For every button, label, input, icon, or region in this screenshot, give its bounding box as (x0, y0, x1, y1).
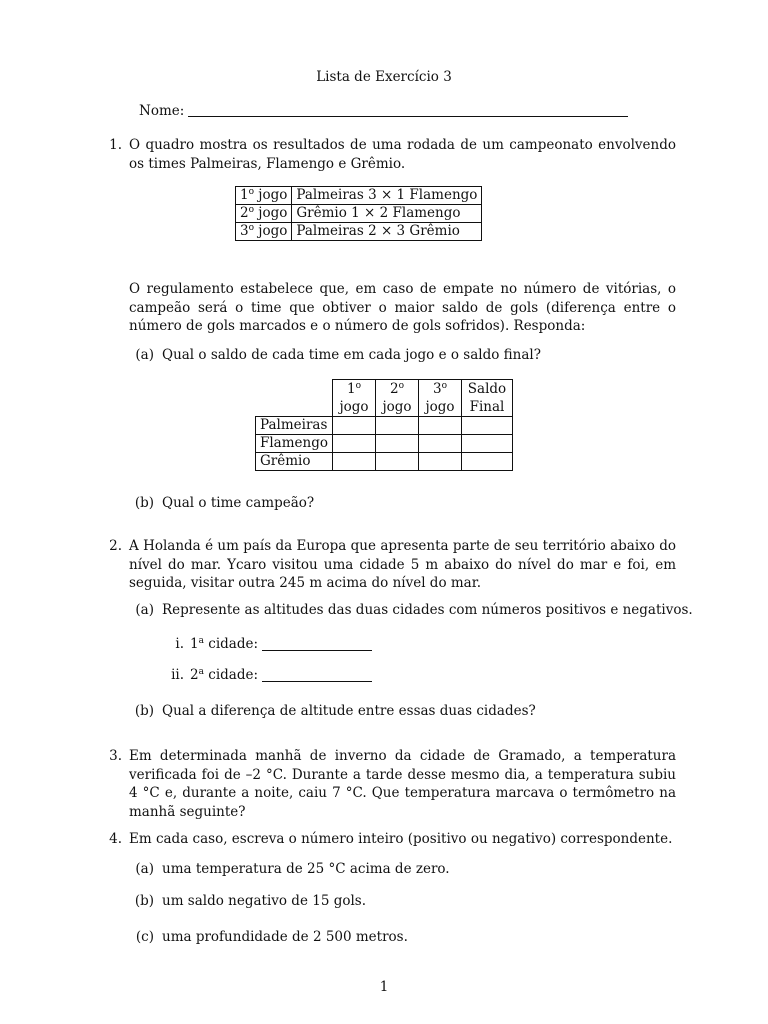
subquestion-text: uma profundidade de 2 500 metros. (162, 929, 408, 945)
column-header: 2$^o$ jogo (376, 380, 419, 417)
answer-cell[interactable] (376, 453, 419, 471)
balance-table (255, 379, 513, 471)
subquestion-text: Represente as altitudes das duas cidades com números positivos e negativos. (162, 602, 693, 618)
name-blank-line (188, 116, 628, 117)
name-label: Nome: (139, 103, 185, 119)
subquestion-text: Qual a diferença de altitude entre essas duas cidades? (162, 703, 536, 719)
game-result: Palmeiras 2 × 3 Grêmio (292, 223, 482, 241)
table-row (256, 435, 513, 453)
item-text: 1$^a$ cidade: (190, 636, 259, 652)
subquestion-label: (a) (135, 347, 154, 363)
subquestion-label: (a) (135, 861, 154, 877)
game-label: 3$^o$ jogo (236, 223, 292, 241)
question-text: A Holanda é um país da Europa que apresenta parte de seu território abaixo do nível do mar. Ycaro visitou uma cidade 5 m abaixo do nível do mar e foi, em seguida, visitar outra 245 m acima do nível do mar. (129, 538, 676, 591)
subquestion-label: (c) (135, 929, 154, 945)
question-text: O quadro mostra os resultados de uma rodada de um campeonato envolvendo os times Palmeiras, Flamengo e Grêmio. (129, 137, 676, 172)
game-label: 1$^o$ jogo (236, 187, 292, 205)
question-number: 1. (109, 137, 122, 153)
table-header-row (256, 380, 513, 417)
table-row (236, 205, 482, 223)
subquestion-text: Qual o time campeão? (162, 495, 315, 511)
game-label: 2$^o$ jogo (236, 205, 292, 223)
answer-cell[interactable] (333, 453, 376, 471)
answer-blank[interactable] (262, 680, 372, 682)
subquestion-text: Qual o saldo de cada time em cada jogo e o saldo final? (162, 347, 541, 363)
team-name: Flamengo (256, 435, 333, 453)
team-name: Grêmio (256, 453, 333, 471)
answer-cell[interactable] (419, 453, 462, 471)
answer-cell[interactable] (462, 417, 513, 435)
answer-cell[interactable] (419, 435, 462, 453)
subquestion-label: (b) (134, 495, 154, 511)
answer-cell[interactable] (376, 417, 419, 435)
question-number: 4. (109, 831, 122, 847)
subquestion-label: (b) (134, 893, 154, 909)
answer-cell[interactable] (333, 435, 376, 453)
page-number: 1 (379, 979, 389, 995)
answer-cell[interactable] (333, 417, 376, 435)
question-number: 2. (109, 538, 122, 554)
column-header: 1$^o$ jogo (333, 380, 376, 417)
question-number: 3. (109, 748, 122, 764)
item-label: i. (175, 636, 184, 652)
results-table (235, 186, 482, 241)
answer-cell[interactable] (462, 453, 513, 471)
subquestion-label: (b) (134, 703, 154, 719)
question-text: Em cada caso, escreva o número inteiro (positivo ou negativo) correspondente. (129, 831, 673, 847)
table-corner (256, 380, 333, 417)
item-text: 2$^a$ cidade: (190, 667, 259, 683)
rule-text: O regulamento estabelece que, em caso de empate no número de vitórias, o campeão será o time que obtiver o maior saldo de gols (diferença entre o número de gols marcados e o número de gols sofridos). Responda: (129, 281, 676, 334)
table-row (236, 223, 482, 241)
table-row (256, 417, 513, 435)
answer-cell[interactable] (462, 435, 513, 453)
question-text: Em determinada manhã de inverno da cidade de Gramado, a temperatura verificada foi de –2 °C. Durante a tarde desse mesmo dia, a temperatura subiu 4 °C e, durante a noite, caiu 7 °C. Que temperatura marcava o termômetro na manhã seguinte? (129, 748, 676, 820)
subquestion-label: (a) (135, 602, 154, 618)
team-name: Palmeiras (256, 417, 333, 435)
answer-blank[interactable] (262, 649, 372, 651)
answer-cell[interactable] (376, 435, 419, 453)
subquestion-text: uma temperatura de 25 °C acima de zero. (162, 861, 450, 877)
table-row (256, 453, 513, 471)
table-row (236, 187, 482, 205)
answer-cell[interactable] (419, 417, 462, 435)
column-header: Saldo Final (462, 380, 513, 417)
column-header: 3$^o$ jogo (419, 380, 462, 417)
item-label: ii. (171, 667, 184, 683)
subquestion-text: um saldo negativo de 15 gols. (162, 893, 367, 909)
game-result: Grêmio 1 × 2 Flamengo (292, 205, 482, 223)
game-result: Palmeiras 3 × 1 Flamengo (292, 187, 482, 205)
page-title: Lista de Exercício 3 (316, 69, 452, 85)
